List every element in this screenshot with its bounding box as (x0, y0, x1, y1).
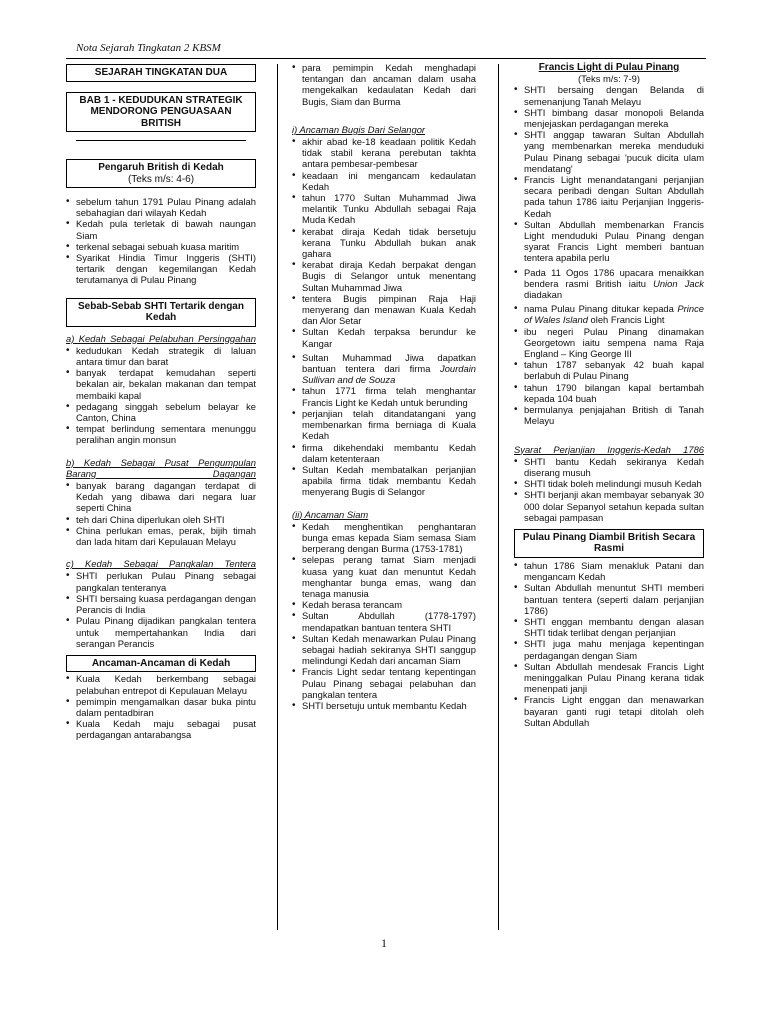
list-item: • tahun 1771 firma telah menghantar Francis Light ke Kedah untuk berunding (292, 385, 476, 407)
section-title-francis: Francis Light di Pulau Pinang (538, 62, 680, 73)
list-item: • SHTI bersaing kuasa perdagangan dengan Perancis di India (66, 593, 256, 615)
subheading-i (292, 124, 476, 135)
text-fragment: nama Pulau Pinang ditukar kepada (524, 303, 678, 315)
list-item: • Sultan Kedah menawarkan Pulau Pinang sebagai hadiah sekiranya SHTI sanggup melindungi Kedah dari ancaman Siam (292, 633, 476, 667)
section-title-sebab: Sebab-Sebab SHTI Tertarik dengan Kedah (66, 298, 256, 327)
list-item: • Kedah menghentikan penghantaran bunga emas kepada Siam semasa Siam berperang dengan Burma (1753-1781) (292, 521, 476, 555)
list-top (292, 62, 476, 107)
section-subheading: (Teks m/s: 4-6) (127, 173, 195, 185)
list-item: • SHTI perlukan Pulau Pinang sebagai pangkalan tenteranya (66, 570, 256, 592)
text-fragment: oleh Francis Light (587, 314, 665, 326)
list-item: • tahun 1770 Sultan Muhammad Jiwa melantik Tunku Abdullah sebagai Raja Muda Kedah (292, 192, 476, 226)
list-item: • Francis Light sedar tentang kepentingan Pulau Pinang sebagai pelabuhan dan pangkalan tentera (292, 666, 476, 700)
list-item: • tentera Bugis pimpinan Raja Haji menyerang dan menawan Kuala Kedah dan Alor Setar (292, 293, 476, 327)
text-fragment: Pada 11 Ogos 1786 upacara menaikkan bendera rasmi British iaitu (524, 266, 704, 289)
list-item: • tahun 1786 Siam menakluk Patani dan mengancam Kedah (514, 560, 704, 582)
list-item: • Kuala Kedah berkembang sebagai pelabuhan entrepot di Kepulauan Melayu (66, 673, 256, 695)
list-item: • SHTI bersaing dengan Belanda di semenanjung Tanah Melayu (514, 84, 704, 106)
list-item: • perjanjian telah ditandatangani yang membenarkan firma berniaga di Kuala Kedah (292, 408, 476, 442)
list-item: • Francis Light menandatangani perjanjian secara peribadi dengan Sultan Abdullah pada tahun 1786 iaitu Perjanjian Inggeris-Kedah (514, 174, 704, 219)
list-syarat (514, 456, 704, 523)
column-3 (514, 62, 704, 728)
list-item: • Francis Light enggan dan menawarkan bayaran ganti rugi tetapi ditolah oleh Sultan Abdullah (514, 694, 704, 728)
list-item: • SHTI berjanji akan membayar sebanyak 30 000 dolar Sepanyol setahun kepada sultan sebagai pampasan (514, 489, 704, 523)
list-item: • Kuala Kedah maju sebagai pusat perdagangan antarabangsa (66, 718, 256, 740)
subject-title: SEJARAH TINGKATAN DUA (66, 64, 256, 82)
list-item: • banyak terdapat kemudahan seperti bekalan air, bekalan makanan dan tempat membaiki kapal (66, 367, 256, 401)
firm-name: Jourdain Sullivan and de Souza (302, 363, 476, 386)
list-item: • tahun 1790 bilangan kapal bertambah kepada 104 buah (514, 382, 704, 404)
list-ii (292, 521, 476, 711)
list-item: • keadaan ini mengancam kedaulatan Kedah (292, 170, 476, 192)
list-item: • terkenal sebagai sebuah kuasa maritim (66, 241, 256, 252)
list-item: • tahun 1787 sebanyak 42 buah kapal berlabuh di Pulau Pinang (514, 359, 704, 381)
list-item: • banyak barang dagangan terdapat di Kedah yang dibawa dari negara luar seperti China (66, 480, 256, 514)
list-item: • SHTI tidak boleh melindungi musuh Kedah (514, 478, 704, 489)
list-item: • kerabat diraja Kedah tidak bersetuju kerana Tunku Abdullah bukan anak gahara (292, 226, 476, 260)
list-item: • Sultan Abdullah (1778-1797) mendapatkan bantuan tentera SHTI (292, 610, 476, 632)
island-name: Prince of Wales Island (524, 303, 704, 326)
list-francis (514, 84, 704, 426)
subheading-ii (292, 509, 476, 520)
list-item: • tempat berlindung sementara menunggu peralihan angin monsun (66, 423, 256, 445)
section-title-rasmi: Pulau Pinang Diambil British Secara Rasmi (514, 529, 704, 558)
list-item: • Sultan Abdullah mendesak Francis Light meninggalkan Pulau Pinang kerana tidak menenpati janji (514, 661, 704, 695)
subheading-b: b) Kedah Sebagai Pusat Pengumpulan Barang Dagangan (66, 456, 256, 479)
list-item: • SHTI bersetuju untuk membantu Kedah (292, 700, 476, 711)
subheading-syarat: Syarat Perjanjian Inggeris-Kedah 1786 (514, 443, 704, 455)
subheading-i-text: i) Ancaman Bugis Dari Selangor (292, 123, 426, 135)
flag-name: Union Jack (653, 277, 704, 289)
list-item: • SHTI juga mahu menjaga kepentingan perdagangan dengan Siam (514, 638, 704, 660)
page-number: 1 (381, 936, 387, 950)
list-item: • Syarikat Hindia Timur Inggeris (SHTI) tertarik dengan kegemilangan Kedah terutamanya di Pulau Pinang (66, 252, 256, 286)
subheading-a: a) Kedah Sebagai Pelabuhan Persinggahan (66, 332, 256, 344)
list-item (514, 303, 704, 325)
list-item: • kedudukan Kedah strategik di laluan antara timur dan barat (66, 345, 256, 367)
section-title-ancaman: Ancaman-Ancaman di Kedah (66, 655, 256, 673)
divider (76, 140, 246, 141)
list-item: • Sultan Abdullah menuntut SHTI memberi bantuan tentera (seperti dalam perjanjian 1786) (514, 582, 704, 616)
document-header: Nota Sejarah Tingkatan 2 KBSM (76, 42, 221, 54)
list-a (66, 345, 256, 446)
list-item: • Sultan Kedah membatalkan perjanjian apabila firma tidak membantu Kedah menyerang Bugis di Selangor (292, 464, 476, 498)
subheading-ii-text: (ii) Ancaman Siam (292, 508, 369, 520)
list-item: • bermulanya penjajahan British di Tanah Melayu (514, 404, 704, 426)
header-rule (66, 58, 706, 59)
list-b (66, 480, 256, 547)
list-item: • sebelum tahun 1791 Pulau Pinang adalah sebahagian dari wilayah Kedah (66, 196, 256, 218)
column-divider (498, 64, 499, 930)
list-c (66, 570, 256, 648)
list-item: • Kedah pula terletak di bawah naungan Siam (66, 218, 256, 240)
list-item: • SHTI anggap tawaran Sultan Abdullah yang membenarkan mereka menduduki Pulau Pinang sebagai 'pucuk dicita ulam mendatang' (514, 129, 704, 174)
section-title-pengaruh (66, 159, 256, 188)
column-1 (66, 62, 256, 741)
list-item: • para pemimpin Kedah menghadapi tentangan dan ancaman dalam usaha mengekalkan kedaulatan Kedah dari Bugis, Siam dan Burma (292, 62, 476, 107)
text-fragment: diadakan (524, 289, 563, 301)
column-divider (277, 64, 278, 930)
list-item: • SHTI bantu Kedah sekiranya Kedah diserang musuh (514, 456, 704, 478)
subheading-c: c) Kedah Sebagai Pangkalan Tentera (66, 558, 256, 570)
list-rasmi (514, 560, 704, 728)
list-item: • selepas perang tamat Siam menjadi kuasa yang kuat dan menuntut Kedah menghantar bunga emas, wang dan tenaga manusia (292, 554, 476, 599)
list-item: • Kedah berasa terancam (292, 599, 476, 610)
list-item: • teh dari China diperlukan oleh SHTI (66, 514, 256, 525)
list-ancaman (66, 673, 256, 740)
list-item: • ibu negeri Pulau Pinang dinamakan Georgetown iaitu sempena nama Raja England – King George III (514, 326, 704, 360)
list-item: • SHTI bimbang dasar monopoli Belanda menjejaskan perdagangan mereka (514, 107, 704, 129)
intro-list (66, 196, 256, 286)
column-2 (292, 62, 476, 711)
list-item: • Sultan Kedah terpaksa berundur ke Kangar (292, 326, 476, 348)
list-item: • pemimpin mengamalkan dasar buka pintu dalam pentadbiran (66, 696, 256, 718)
list-item: • China perlukan emas, perak, bijih timah dan lada hitam dari Kepulauan Melayu (66, 525, 256, 547)
list-item: • kerabat diraja Kedah berpakat dengan Bugis di Selangor untuk menentang Sultan Muhammad Jiwa (292, 259, 476, 293)
list-item: • SHTI enggan membantu dengan alasan SHTI tidak terlibat dengan perjanjian (514, 616, 704, 638)
section-heading: Pengaruh British di Kedah (98, 162, 224, 173)
list-i (292, 136, 476, 498)
list-item (514, 267, 704, 301)
list-item: • Pulau Pinang dijadikan pangkalan tentera untuk mempertahankan India dari serangan Perancis (66, 615, 256, 649)
list-item (292, 352, 476, 386)
list-item: • Sultan Abdullah membenarkan Francis Light menduduki Pulau Pinang dengan syarat Francis Light memberi bantuan tentera apabila perlu (514, 219, 704, 264)
list-item: • firma dikehendaki membantu Kedah dalam ketenteraan (292, 442, 476, 464)
list-item: • pedagang singgah sebelum belayar ke Canton, China (66, 401, 256, 423)
list-item: • akhir abad ke-18 keadaan politik Kedah tidak stabil kerana perebutan takhta antara pembesar-pembesar (292, 136, 476, 170)
section-subheading: (Teks m/s: 7-9) (578, 73, 640, 85)
chapter-title: BAB 1 - KEDUDUKAN STRATEGIK MENDORONG PENGUASAAN BRITISH (66, 92, 256, 133)
text-fragment: Sultan Muhammad Jiwa dapatkan bantuan tentera dari firma (302, 351, 476, 375)
